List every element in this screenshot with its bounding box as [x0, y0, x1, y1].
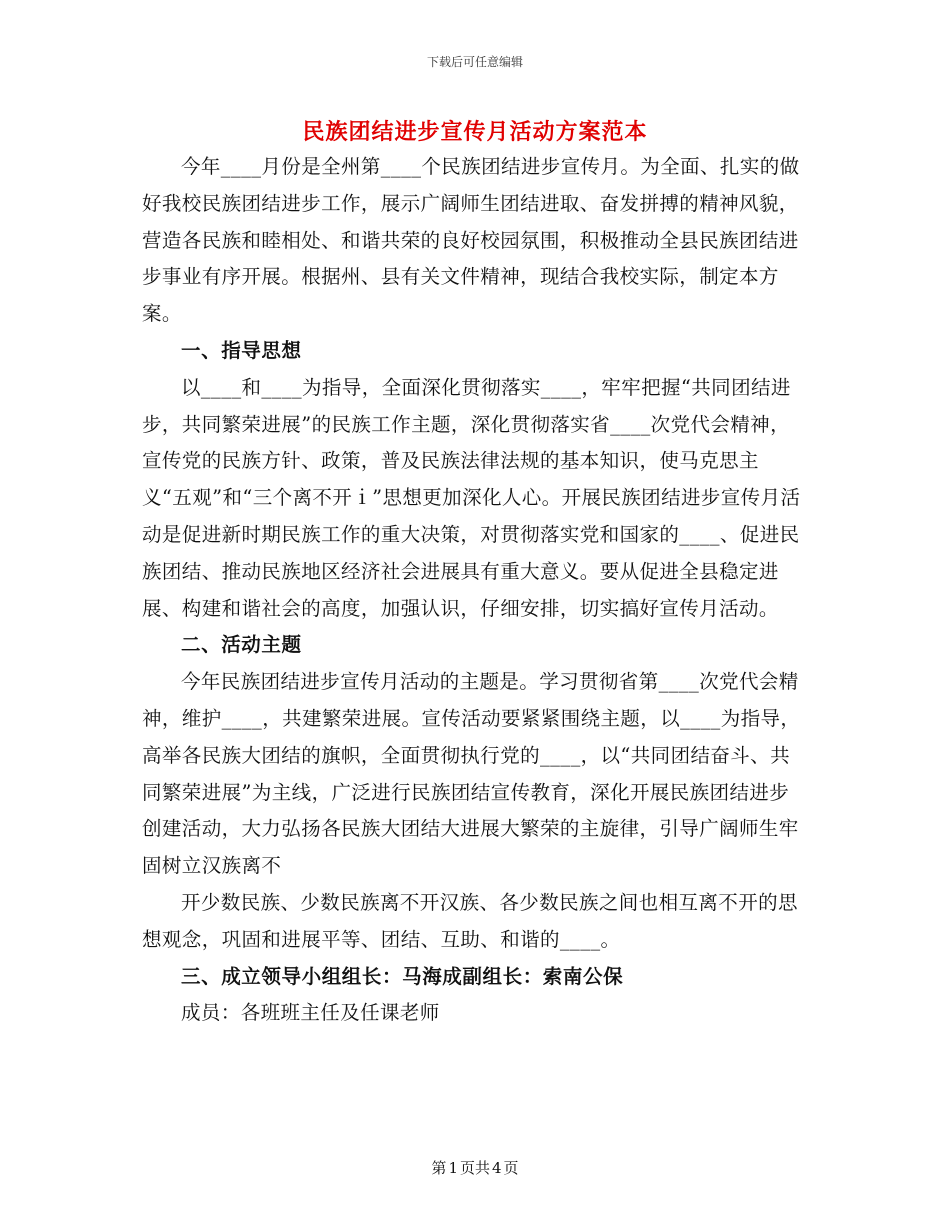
- page-header-note: 下载后可任意编辑: [426, 55, 523, 69]
- section-heading-leadership-group: 三、成立领导小组组长：马海成副组长：索南公保: [181, 964, 624, 988]
- section-heading-guiding-ideology: 一、指导思想: [181, 338, 302, 362]
- page-footer: [0, 1157, 950, 1178]
- footer-page-mid: 页共: [459, 1159, 490, 1177]
- section-heading-activity-theme: 二、活动主题: [181, 633, 302, 657]
- footer-page-prefix: 第: [431, 1159, 447, 1177]
- leadership-members: 成员：各班班主任及任课老师: [181, 1001, 440, 1025]
- document-body: [142, 149, 808, 1032]
- intro-paragraph: 今年____月份是全州第____个民族团结进步宣传月。为全面、扎实的做好我校民族团结进步工作，展示广阔师生团结进取、奋发拼搏的精神风貌，营造各民族和睦相处、和谐共荣的良好校园氛围，积极推动全县民族团结进步事业有序开展。根据州、县有关文件精神，现结合我校实际，制定本方案。: [142, 155, 800, 326]
- section-body-activity-theme: 今年民族团结进步宣传月活动的主题是。学习贯彻省第____次党代会精神，维护____，共建繁荣进展。宣传活动要紧紧围绕主题，以____为指导，高举各民族大团结的旗帜，全面贯彻执行党的____，以“共同团结奋斗、共同繁荣进展”为主线，广泛进行民族团结宣传教育，深化开展民族团结进步创建活动，大力弘扬各民族大团结大进展大繁荣的主旋律，引导广阔师生牢固树立汉族离不: [142, 670, 801, 878]
- footer-page-current: 1: [448, 1159, 458, 1177]
- footer-page-suffix: 页: [503, 1159, 519, 1177]
- section-body-guiding-ideology: 以____和____为指导，全面深化贯彻落实____，牢牢把握“共同团结进步，共同繁荣进展”的民族工作主题，深化贯彻落实省____次党代会精神，宣传党的民族方针、政策，普及民族法律法规的基本知识，使马克思主义“五观”和“三个离不开ｉ”思想更加深化人心。开展民族团结进步宣传月活动是促进新时期民族工作的重大决策，对贯彻落实党和国家的____、促进民族团结、推动民族地区经济社会进展具有重大意义。要从促进全县稳定进展、构建和谐社会的高度，加强认识，仔细安排，切实搞好宣传月活动。: [142, 375, 801, 620]
- document-title: 民族团结进步宣传月活动方案范本: [302, 119, 648, 145]
- section-body-activity-theme-continued: 开少数民族、少数民族离不开汉族、各少数民族之间也相互离不开的思想观念，巩固和进展平等、团结、互助、和谐的____。: [142, 890, 798, 951]
- footer-page-total: 4: [492, 1159, 502, 1177]
